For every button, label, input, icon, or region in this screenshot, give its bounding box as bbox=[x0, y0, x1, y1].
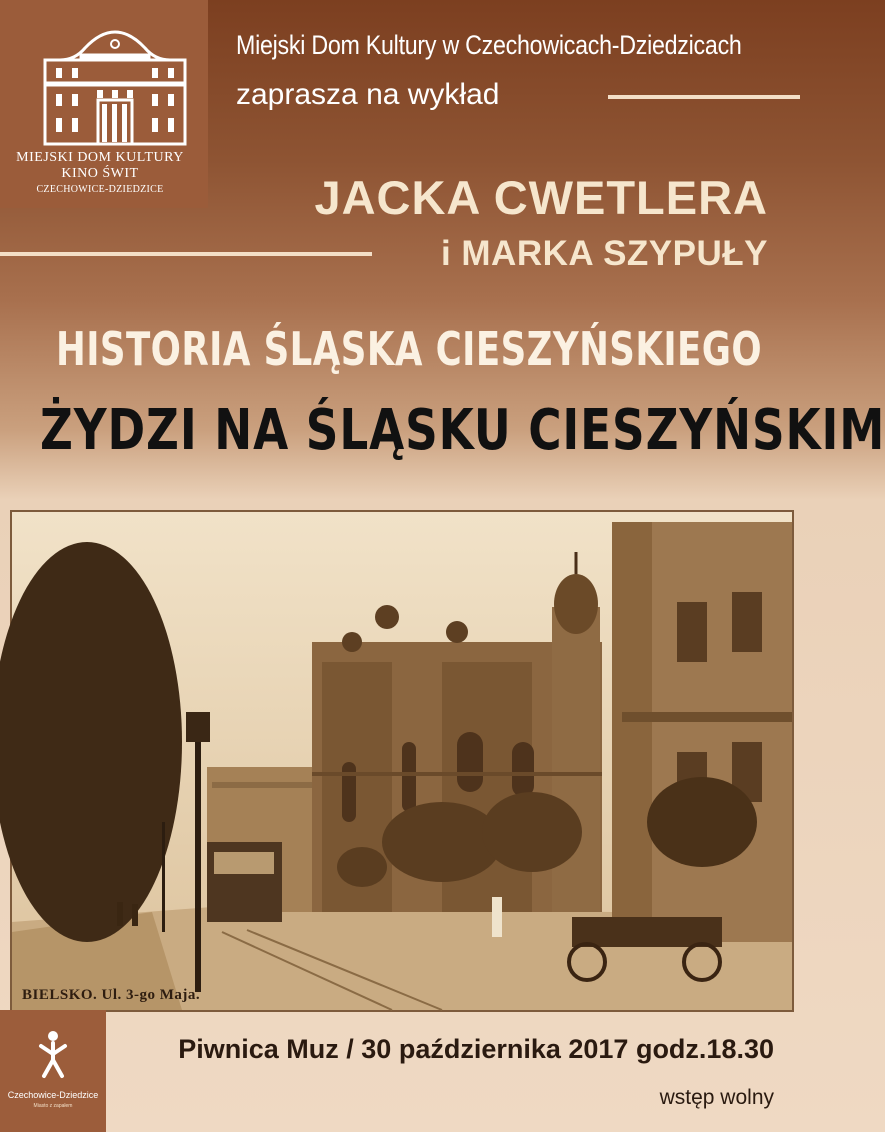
speaker-second: i MARKA SZYPUŁY bbox=[440, 234, 768, 273]
city-logo-slogan: Miasto z zapałem bbox=[33, 1103, 73, 1109]
divider-middle bbox=[0, 252, 372, 256]
historical-photo bbox=[10, 510, 794, 1012]
divider-top bbox=[608, 95, 800, 99]
synagogue-street-illustration bbox=[12, 512, 792, 1010]
person-figure-icon bbox=[38, 1030, 68, 1078]
city-logo-name: Czechowice-Dziedzice bbox=[7, 1090, 99, 1100]
organizer-logo bbox=[0, 0, 208, 208]
lecture-series: HISTORIA ŚLĄSKA CIESZYŃSKIEGO bbox=[56, 322, 763, 376]
entry-info: wstęp wolny bbox=[659, 1086, 774, 1109]
logo-name-line3: CZECHOWICE-DZIEDZICE bbox=[36, 184, 164, 195]
lecture-topic: ŻYDZI NA ŚLĄSKU CIESZYŃSKIM bbox=[40, 398, 885, 463]
photo-caption: BIELSKO. Ul. 3-go Maja. bbox=[22, 987, 201, 1003]
event-details: Piwnica Muz / 30 października 2017 godz.18.30 bbox=[178, 1034, 774, 1064]
logo-name-line1: MIEJSKI DOM KULTURY bbox=[16, 150, 184, 165]
invitation-text: zaprasza na wykład bbox=[236, 78, 500, 111]
speaker-main: JACKA CWETLERA bbox=[314, 171, 768, 224]
logo-name-line2: KINO ŚWIT bbox=[61, 166, 139, 181]
building-logo-icon bbox=[40, 30, 190, 146]
city-logo bbox=[0, 1010, 106, 1132]
organizer-name: Miejski Dom Kultury w Czechowicach-Dziedzicach bbox=[236, 30, 742, 60]
